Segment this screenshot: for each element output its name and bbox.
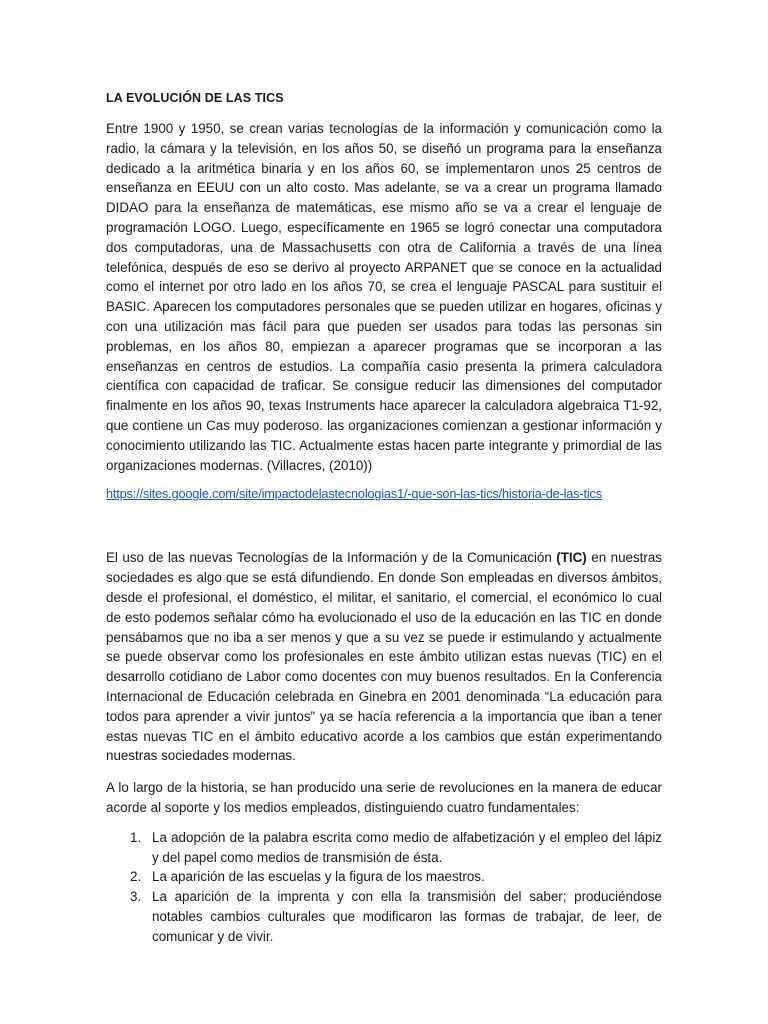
list-item-number: 3. <box>130 889 142 905</box>
paragraph-revoluciones: A lo largo de la historia, se han producido una serie de revoluciones en la manera de educar acorde al soporte y los medios empleados, distinguiendo cuatro fundamentales: <box>106 780 662 815</box>
paragraph-history: Entre 1900 y 1950, se crean varias tecnologías de la información y comunicación como la radio, la cámara y la televisión, en los años 50, se diseñó un programa para la enseñanza dedicado a la aritmética binaria y en los años 60, se implementaron unos 25 centros de enseñanza en EEUU con un alto costo. Mas adelante, se va a crear un programa llamado DIDAO para la enseñanza de matemáticas, ese mismo año se va a crear el lenguaje de programación LOGO. Luego, específicamente en 1965 se logró conectar una computadora dos computadoras, una de Massachusetts con otra de California a través de una línea telefónica, después de eso se derivo al proyecto ARPANET que se conoce en la actualidad como el internet por otro lado en los años 70, se crea el lenguaje PASCAL para sustituir el BASIC. Aparecen los computadores personales que se pueden utilizar en hogares, oficinas y con una utilización mas fácil para que pueden ser usados para todas las personas sin problemas, en los años 80, empiezan a aparecer programas que se incorporan a las enseñanzas en centros de estudios. La compañía casio presenta la primera calculadora científica con capacidad de traficar. Se consigue reducir las dimensiones del computador finalmente en los años 90, texas Instruments hace aparecer la calculadora algebraica T1-92, que contiene un Cas muy poderoso. las organizaciones comienzan a gestionar información y conocimiento utilizando las TIC. Actualmente estas hacen parte integrante y primordial de las organizaciones modernas. (Villacres, (2010)) <box>106 121 662 473</box>
list-item-text: La aparición de la imprenta y con ella la transmisión del saber; produciéndose notables cambios culturales que modificaron las formas de trabajar, de leer, de comunicar y de vivir. <box>152 889 662 944</box>
revolutions-list <box>106 828 662 947</box>
list-item <box>106 887 662 946</box>
list-item-number: 1. <box>130 829 142 845</box>
source-link[interactable]: https://sites.google.com/site/impactodelastecnologias1/-que-son-las-tics/historia-de-las-tics <box>106 487 602 502</box>
list-item-number: 2. <box>130 869 142 885</box>
list-item-text: La adopción de la palabra escrita como medio de alfabetización y el empleo del lápiz y del papel como medios de transmisión de ésta. <box>152 829 662 865</box>
list-item-text: La aparición de las escuelas y la figura de los maestros. <box>152 869 485 885</box>
list-item <box>106 828 662 868</box>
paragraph-uso-tic-text-before: El uso de las nuevas Tecnologías de la Información y de la Comunicación <box>106 550 557 566</box>
tic-bold-term: (TIC) <box>556 550 587 566</box>
list-item <box>106 867 662 887</box>
paragraph-uso-tic <box>106 548 662 766</box>
paragraph-uso-tic-text-after: en nuestras sociedades es algo que se está difundiendo. En donde Son empleadas en diversos ámbitos, desde el profesional, el doméstico, el militar, el sanitario, el comercial, el económico lo cual de esto podemos señalar cómo ha evolucionado el uso de la educación en las TIC en donde pensábamos que no iba a ser menos y que a su vez se puede ir estimulando y actualmente se puede observar como los profesionales en este ámbito utilizan estas nuevas (TIC) en el desarrollo cotidiano de Labor como docentes con muy buenos resultados. En la Conferencia Internacional de Educación celebrada en Ginebra en 2001 denominada “La educación para todos para aprender a vivir juntos” ya se hacía referencia a la importancia que iban a tener estas nuevas TIC en el ámbito educativo acorde a los cambios que están experimentando nuestras sociedades modernas. <box>106 550 662 764</box>
document-title: LA EVOLUCIÓN DE LAS TICS <box>106 91 284 105</box>
